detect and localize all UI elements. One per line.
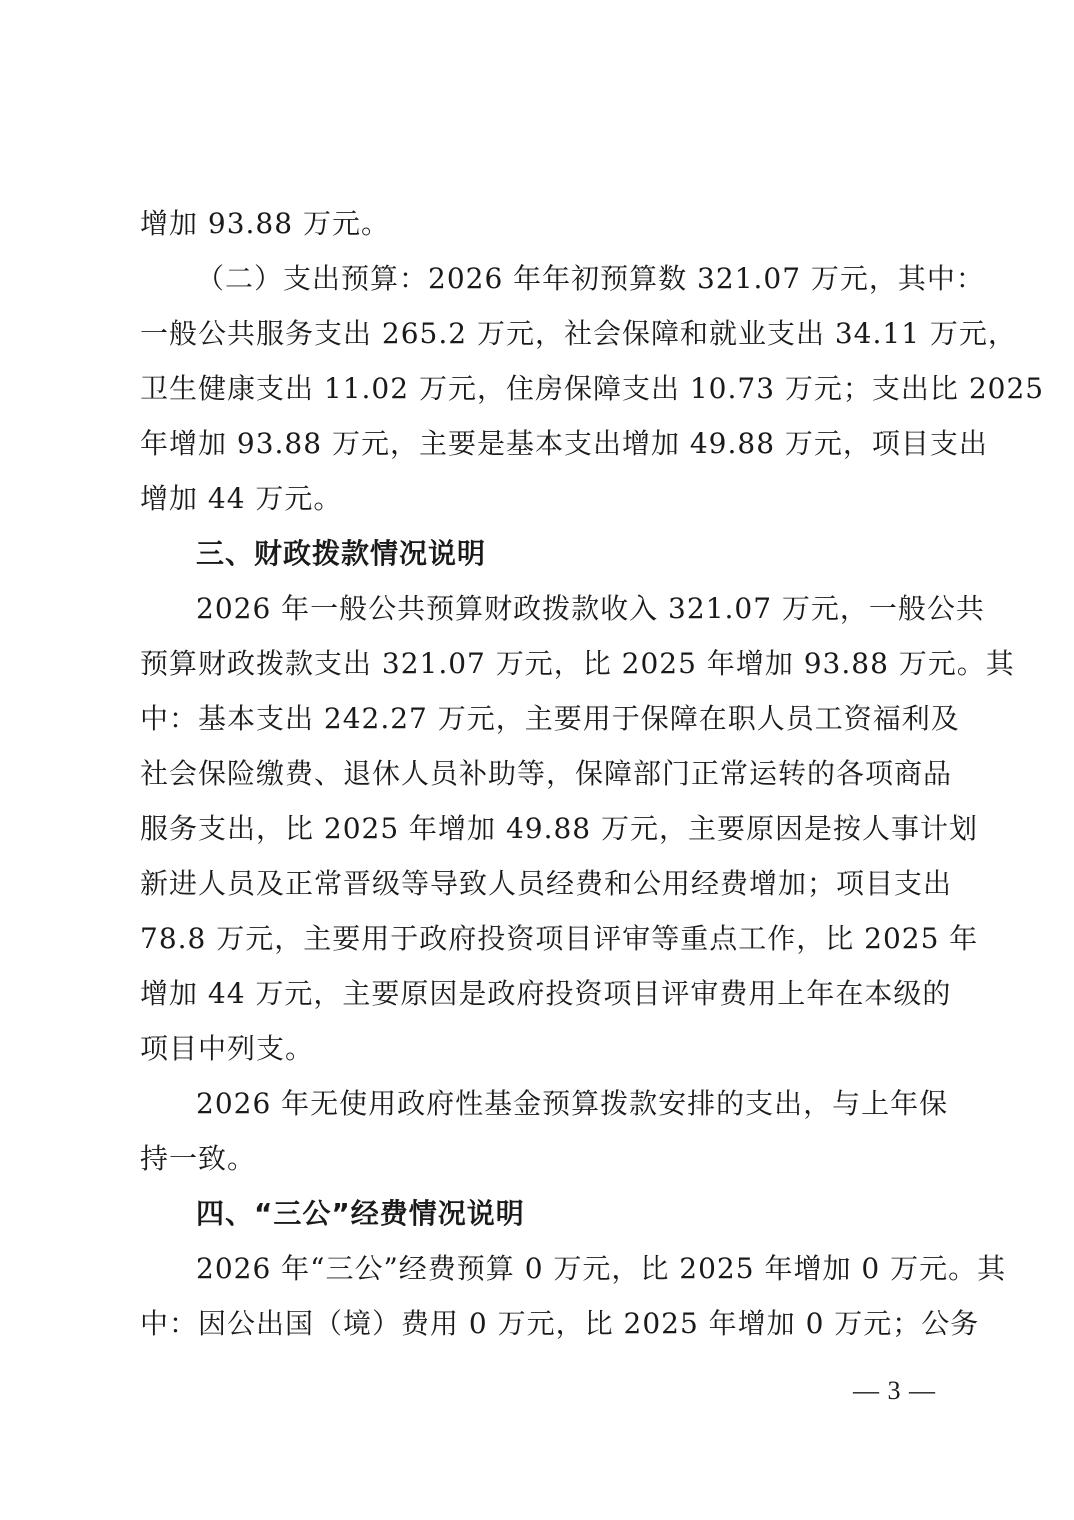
paragraph-line: 卫生健康支出 11.02 万元，住房保障支出 10.73 万元；支出比 2025 (140, 372, 1045, 405)
section-heading: 三、财政拨款情况说明 (196, 537, 487, 570)
paragraph-line: 中：因公出国（境）费用 0 万元，比 2025 年增加 0 万元；公务 (140, 1307, 980, 1340)
document-body (140, 196, 1045, 1351)
paragraph-line: （二）支出预算：2026 年年初预算数 321.07 万元，其中： (196, 262, 985, 295)
paragraph-line: 增加 44 万元。 (140, 482, 343, 515)
paragraph-line: 2026 年一般公共预算财政拨款收入 321.07 万元，一般公共 (196, 592, 985, 625)
paragraph-line: 服务支出，比 2025 年增加 49.88 万元，主要原因是按人事计划 (140, 812, 979, 845)
paragraph-line: 年增加 93.88 万元，主要是基本支出增加 49.88 万元，项目支出 (140, 427, 988, 460)
page-number: — 3 — (853, 1376, 936, 1405)
paragraph-line: 2026 年“三公”经费预算 0 万元，比 2025 年增加 0 万元。其 (196, 1252, 1007, 1285)
paragraph-line: 预算财政拨款支出 321.07 万元，比 2025 年增加 93.88 万元。其 (140, 647, 1015, 680)
paragraph-line: 持一致。 (140, 1142, 257, 1175)
paragraph-line: 2026 年无使用政府性基金预算拨款安排的支出，与上年保 (196, 1087, 949, 1120)
paragraph-line: 一般公共服务支出 265.2 万元，社会保障和就业支出 34.11 万元， (140, 317, 1017, 350)
paragraph-line: 新进人员及正常晋级等导致人员经费和公用经费增加；项目支出 (140, 867, 953, 900)
paragraph-line: 中：基本支出 242.27 万元，主要用于保障在职人员工资福利及 (140, 702, 960, 735)
paragraph-line: 项目中列支。 (140, 1032, 315, 1065)
paragraph-line: 78.8 万元，主要用于政府投资项目评审等重点工作，比 2025 年 (140, 922, 979, 955)
paragraph-line: 增加 93.88 万元。 (140, 207, 390, 240)
section-heading: 四、“三公”经费情况说明 (196, 1197, 525, 1230)
paragraph-line: 社会保险缴费、退休人员补助等，保障部门正常运转的各项商品 (140, 757, 953, 790)
paragraph-line: 增加 44 万元，主要原因是政府投资项目评审费用上年在本级的 (140, 977, 952, 1010)
